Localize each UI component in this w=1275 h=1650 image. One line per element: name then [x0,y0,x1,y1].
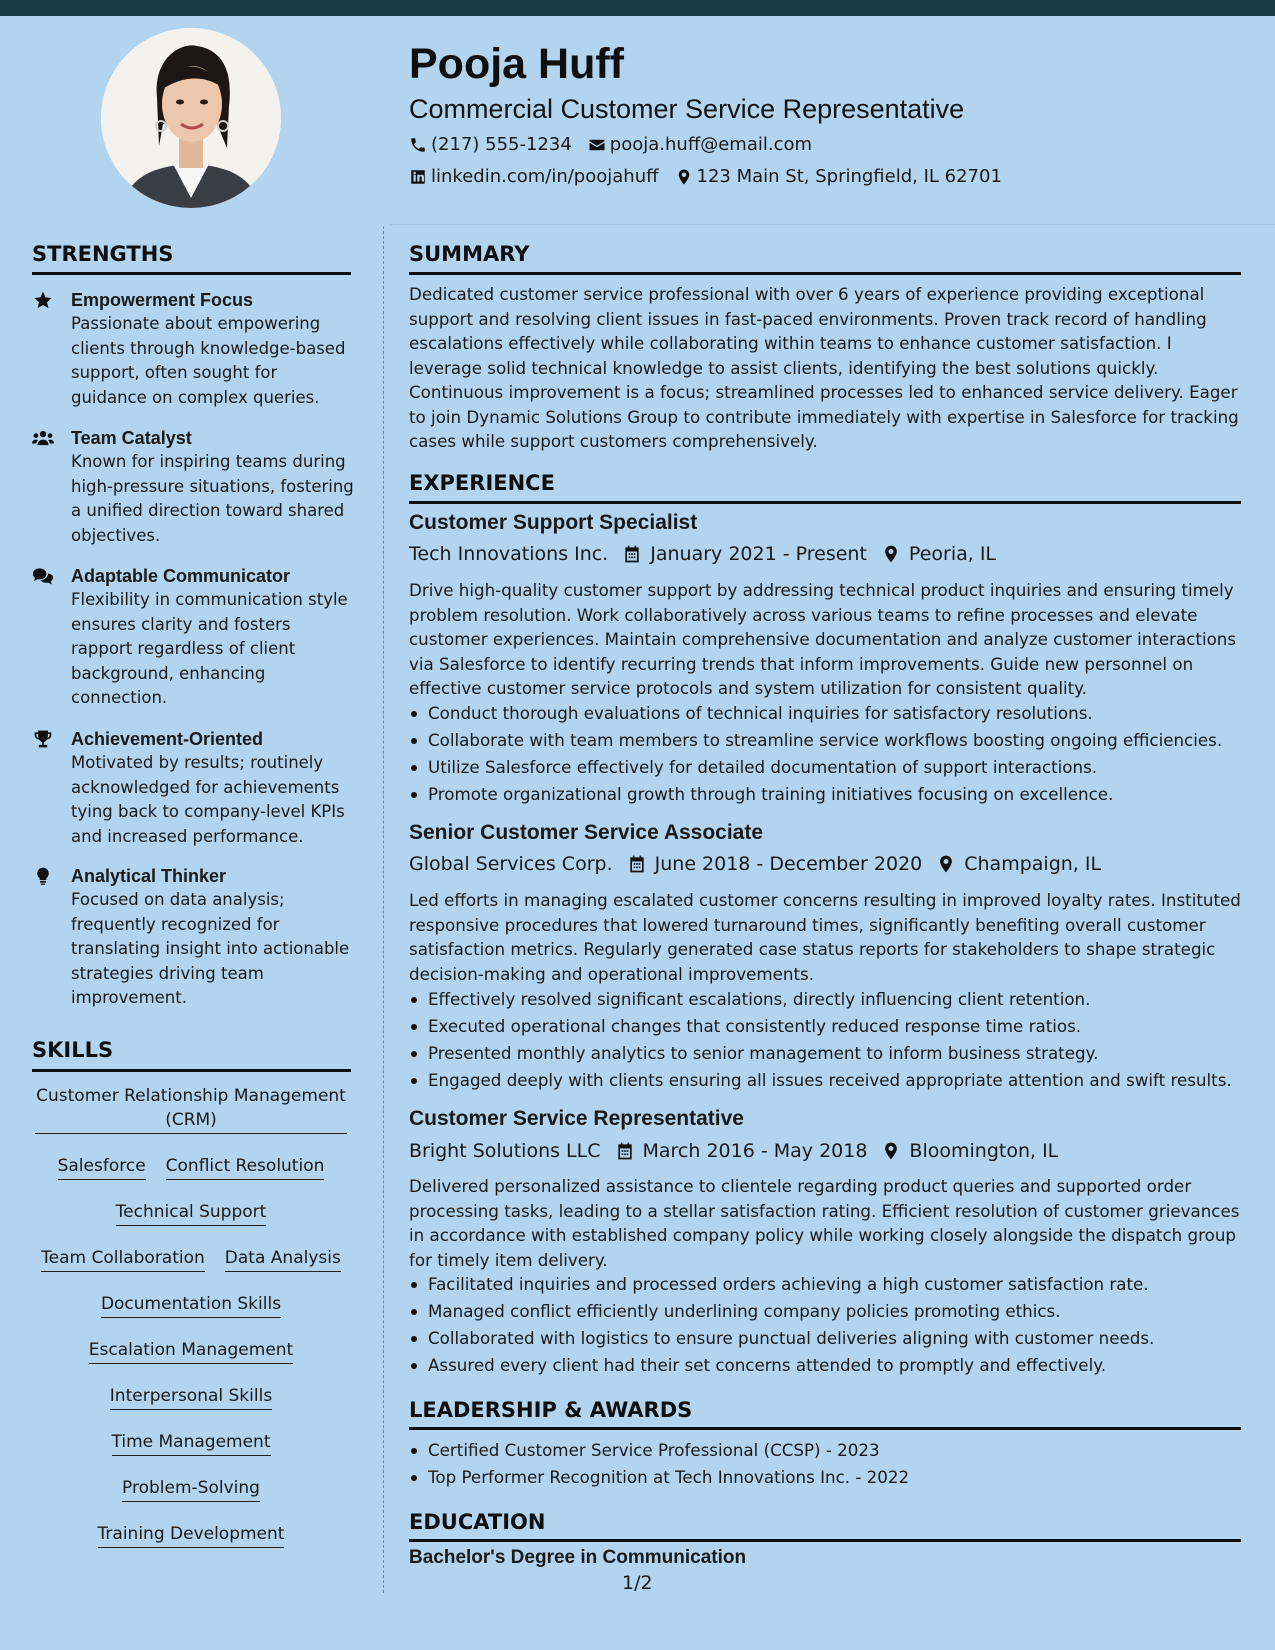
skill-tag: Technical Support [116,1200,267,1226]
strengths-rule [32,272,351,275]
skill-tag: Team Collaboration [41,1246,205,1272]
contact-email[interactable] [588,134,812,155]
phone-text: (217) 555-1234 [431,134,572,155]
star-icon [32,290,56,310]
contact-row-2 [409,166,1002,187]
contact-row-1 [409,134,812,155]
list-item: Executed operational changes that consistently reduced response time ratios. [409,1014,1249,1041]
candidate-title: Commercial Customer Service Representative [409,94,965,124]
list-item: Collaborate with team members to streamline service workflows boosting ongoing efficiencies. [409,728,1249,755]
summary-heading: SUMMARY [409,242,530,266]
job-title: Senior Customer Service Associate [409,821,764,844]
summary-rule [409,272,1241,275]
column-divider [383,226,384,1593]
contact-phone[interactable] [409,134,572,155]
page-number: 1/2 [622,1572,653,1594]
comments-icon [32,566,56,586]
strengths-heading: STRENGTHS [32,242,174,266]
awards-rule [409,1427,1241,1430]
address-text: 123 Main St, Springfield, IL 62701 [696,166,1002,187]
calendar-icon [627,854,647,874]
list-item: Facilitated inquiries and processed orders achieving a high customer satisfaction rate. [409,1272,1249,1299]
education-rule [409,1539,1241,1542]
calendar-icon [615,1141,635,1161]
job-meta [409,543,996,565]
map-pin-icon [936,854,956,874]
job-company: Bright Solutions LLC [409,1140,601,1162]
skill-tag: Salesforce [58,1154,146,1180]
job-company: Tech Innovations Inc. [409,543,609,565]
skill-tag: Documentation Skills [101,1292,281,1318]
list-item: Collaborated with logistics to ensure punctual deliveries aligning with customer needs. [409,1326,1249,1353]
strength-title: Empowerment Focus [71,290,254,310]
experience-heading: EXPERIENCE [409,471,555,495]
map-pin-icon [675,168,693,186]
strength-item [32,564,354,711]
skill-tag: Customer Relationship Management (CRM) [35,1084,347,1134]
envelope-icon [588,136,606,154]
contact-linkedin[interactable] [409,166,659,187]
candidate-name: Pooja Huff [409,40,624,88]
education-heading: EDUCATION [409,1510,546,1534]
job-location: Bloomington, IL [909,1140,1059,1162]
job-description: Led efforts in managing escalated customer concerns resulting in improved loyalty rates. Instituted responsive procedures that lowered turnaround times, significantly benefiting overall customer satisfaction metrics. Regularly generated case status reports for stakeholders to shape strategic decision-making and operational improvements. [409,890,1241,984]
experience-rule [409,501,1241,504]
profile-photo [101,28,281,208]
linkedin-text: linkedin.com/in/poojahuff [431,166,659,187]
contact-address [675,166,1002,187]
skill-tag: Data Analysis [225,1246,341,1272]
list-item: Conduct thorough evaluations of technical inquiries for satisfactory resolutions. [409,701,1249,728]
skill-tag: Time Management [112,1430,271,1456]
map-pin-icon [881,1141,901,1161]
list-item: Promote organizational growth through training initiatives focusing on excellence. [409,782,1249,809]
strength-item [32,426,354,548]
phone-icon [409,136,427,154]
job-location: Champaign, IL [964,853,1102,875]
trophy-icon [32,729,56,749]
list-item: Effectively resolved significant escalations, directly influencing client retention. [409,987,1249,1014]
job-dates: January 2021 - Present [650,543,867,565]
skill-tag: Conflict Resolution [166,1154,325,1180]
job-dates: June 2018 - December 2020 [654,853,923,875]
list-item: Assured every client had their set concerns attended to promptly and effectively. [409,1353,1249,1380]
strength-desc: Focused on data analysis; frequently recognized for translating insight into actionable strategies driving team improvement. [71,890,350,1007]
job-title: Customer Support Specialist [409,511,698,534]
skills-rule [32,1069,351,1072]
list-item: Presented monthly analytics to senior management to inform business strategy. [409,1041,1249,1068]
strength-title: Adaptable Communicator [71,566,291,586]
skill-tag: Interpersonal Skills [110,1384,272,1410]
summary-text: Dedicated customer service professional with over 6 years of experience providing exceptional support and resolving client issues in fast-paced environments. Proven track record of handling escalations effectively while collaborating within teams to enhance customer satisfaction. I leverage solid technical knowledge to assist clients, identifying the best solutions quickly. Continuous improvement is a focus; streamlined processes led to enhanced service delivery. Eager to join Dynamic Solutions Group to contribute immediately with expertise in Salesforce for tracking cases while support customers comprehensively. [409,284,1239,451]
list-item: Engaged deeply with clients ensuring all issues received appropriate attention and swift results. [409,1068,1249,1095]
list-item: Managed conflict efficiently underlining company policies promoting ethics. [409,1299,1249,1326]
strength-item [32,864,354,1011]
awards-heading: LEADERSHIP & AWARDS [409,1398,693,1422]
job-bullets [409,987,1249,1095]
job-meta [409,853,1101,875]
strength-title: Analytical Thinker [71,866,227,886]
strength-desc: Flexibility in communication style ensures clarity and fosters rapport regardless of client background, enhancing connection. [71,590,348,707]
strength-item [32,727,354,849]
job-bullets [409,701,1249,809]
job-meta [409,1140,1058,1162]
skills-heading: SKILLS [32,1038,114,1062]
strength-desc: Motivated by results; routinely acknowledged for achievements tying back to company-level KPIs and increased performance. [71,753,345,846]
top-color-bar [0,0,1275,16]
job-bullets [409,1272,1249,1380]
skill-tag: Problem-Solving [122,1476,260,1502]
email-text: pooja.huff@email.com [609,134,813,155]
skill-tag: Training Development [98,1522,285,1548]
job-company: Global Services Corp. [409,853,613,875]
linkedin-icon [409,168,427,186]
strength-desc: Known for inspiring teams during high-pressure situations, fostering a unified direction toward shared objectives. [71,452,354,545]
skills-list [32,1084,350,1568]
list-item: Utilize Salesforce effectively for detailed documentation of support interactions. [409,755,1249,782]
calendar-icon [622,544,642,564]
education-degree: Bachelor's Degree in Communication [409,1547,747,1568]
strength-item [32,288,354,410]
list-item: Certified Customer Service Professional (CCSP) - 2023 [409,1438,1249,1465]
job-location: Peoria, IL [908,543,997,565]
job-description: Drive high-quality customer support by addressing technical product inquiries and ensuring timely problem resolution. Work collaboratively across various teams to refine processes and elevate customer experiences. Maintain comprehensive documentation and analyze customer interactions via Salesforce to identify recurring trends that inform improvements. Guide new personnel on effective customer service protocols and system utilization for consistent quality. [409,580,1237,698]
map-pin-icon [881,544,901,564]
header-divider [390,224,1275,225]
job-title: Customer Service Representative [409,1107,744,1130]
lightbulb-icon [32,866,56,886]
strength-title: Team Catalyst [71,428,192,448]
skill-tag: Escalation Management [89,1338,293,1364]
job-description: Delivered personalized assistance to clientele regarding product queries and supported order processing tasks, leading to a stellar satisfaction rating. Efficient resolution of customer grievances in accordance with established company policy while working closely alongside the dispatch group for timely item delivery. [409,1176,1240,1270]
awards-list [409,1438,1249,1492]
job-dates: March 2016 - May 2018 [642,1140,868,1162]
strength-desc: Passionate about empowering clients through knowledge-based support, often sought for guidance on complex queries. [71,314,346,407]
strength-title: Achievement-Oriented [71,729,264,749]
users-icon [32,428,56,448]
list-item: Top Performer Recognition at Tech Innovations Inc. - 2022 [409,1465,1249,1492]
